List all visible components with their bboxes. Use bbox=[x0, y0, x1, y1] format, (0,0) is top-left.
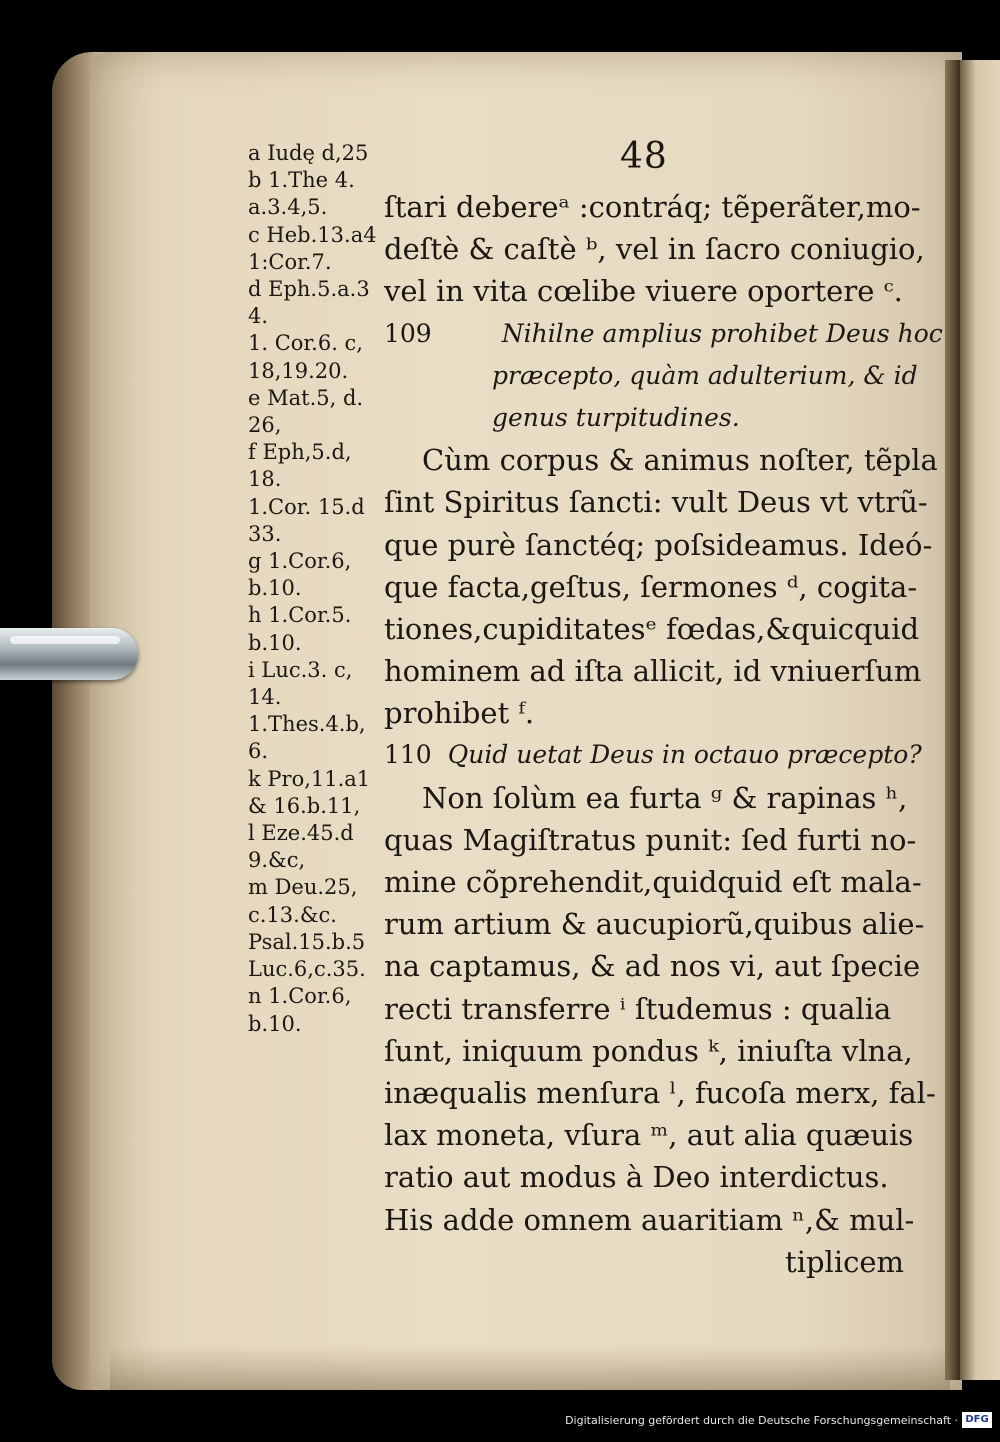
page-clip bbox=[0, 628, 138, 680]
margin-note: 4. bbox=[248, 304, 269, 329]
margin-note: 6. bbox=[248, 739, 269, 764]
margin-note: l Eze.45.d bbox=[248, 821, 354, 846]
margin-note: 18,19.20. bbox=[248, 358, 349, 383]
margin-note: 18. bbox=[248, 467, 282, 492]
question-109-line bbox=[384, 313, 943, 355]
margin-note: m Deu.25, bbox=[248, 875, 358, 900]
margin-note: & 16.b.11, bbox=[248, 793, 361, 818]
margin-note: b.10. bbox=[248, 1011, 302, 1036]
margin-note: 33. bbox=[248, 521, 282, 546]
text-line: ratio aut modus à Deo interdictus. bbox=[384, 1160, 889, 1195]
margin-note: h 1.Cor.5. bbox=[248, 603, 352, 628]
text-line: hominem ad iſta allicit, id vniuerſum bbox=[384, 654, 922, 689]
margin-note: k Pro,11.a1 bbox=[248, 766, 371, 791]
text-line: Non ſolùm ea furta ᵍ & rapinas ʰ, bbox=[422, 780, 908, 815]
margin-note: b 1.The 4. bbox=[248, 168, 355, 193]
margin-note: 14. bbox=[248, 685, 282, 710]
text-line: rum artium & aucupiorũ,quibus alie- bbox=[384, 907, 925, 942]
margin-note: n 1.Cor.6, bbox=[248, 984, 352, 1009]
margin-notes bbox=[248, 140, 383, 1038]
text-line: deſtè & caſtè ᵇ, vel in ſacro coniugio, bbox=[384, 232, 925, 267]
margin-note: 9.&c, bbox=[248, 848, 306, 873]
question-text: Quid uetat Deus in octauo præcepto? bbox=[447, 740, 922, 770]
margin-note: Psal.15.b.5 bbox=[248, 929, 366, 954]
catchword: tiplicem bbox=[785, 1244, 904, 1279]
clip-glint bbox=[10, 636, 120, 644]
text-line: prohibet ᶠ. bbox=[384, 696, 535, 731]
margin-note: a Iudę d,25 bbox=[248, 141, 369, 165]
text-line: His adde omnem auaritiam ⁿ,& mul- bbox=[384, 1202, 915, 1237]
text-line: na captamus, & ad nos vi, aut ſpecie bbox=[384, 949, 921, 984]
page-shadow bbox=[110, 1345, 950, 1390]
digitization-credit: Digitalisierung gefördert durch die Deutsche Forschungsgemeinschaft · bbox=[565, 1414, 958, 1427]
margin-note: a.3.4,5. bbox=[248, 195, 328, 220]
text-line: inæqualis menſura ˡ, fucoſa merx, fal- bbox=[384, 1075, 936, 1110]
margin-note: 1. Cor.6. c, bbox=[248, 331, 363, 356]
margin-note: d Eph.5.a.3 bbox=[248, 277, 370, 302]
margin-note: 26, bbox=[248, 413, 282, 438]
margin-note: Luc.6,c.35. bbox=[248, 957, 366, 982]
text-line: lax moneta, vſura ᵐ, aut alia quæuis bbox=[384, 1118, 914, 1153]
margin-note: 1:Cor.7. bbox=[248, 249, 332, 274]
margin-note: c Heb.13.a4 bbox=[248, 222, 377, 247]
facing-page-edge bbox=[960, 60, 1000, 1380]
text-line: ſtari debereᵃ :contráq; tẽperãter,mo- bbox=[384, 190, 921, 224]
text-line: tiones,cupiditatesᵉ fœdas,&quicquid bbox=[384, 611, 920, 646]
margin-note: i Luc.3. c, bbox=[248, 657, 353, 682]
margin-note: c.13.&c. bbox=[248, 902, 337, 927]
text-line: ſint Spiritus ſancti: vult Deus vt vtrũ- bbox=[384, 485, 928, 520]
text-line: mine cõprehendit,quidquid eſt mala- bbox=[384, 865, 922, 899]
body-text bbox=[384, 186, 943, 1283]
dfg-logo: DFG bbox=[962, 1412, 992, 1428]
question-text: Nihilne amplius prohibet Deus hoc bbox=[501, 318, 943, 348]
margin-note: g 1.Cor.6, bbox=[248, 549, 352, 574]
text-line: Cùm corpus & animus noſter, tẽpla bbox=[422, 443, 938, 478]
margin-note: e Mat.5, d. bbox=[248, 385, 364, 410]
question-110-line bbox=[384, 734, 922, 776]
margin-note: 1.Thes.4.b, bbox=[248, 712, 366, 737]
text-line: que facta,geſtus, ſermones ᵈ, cogita- bbox=[384, 569, 918, 604]
margin-note: b.10. bbox=[248, 630, 302, 655]
text-line: vel in vita cœlibe viuere oportere ᶜ. bbox=[384, 274, 903, 309]
text-line: recti transferre ⁱ ſtudemus : qualia bbox=[384, 991, 892, 1026]
question-text-line: præcepto, quàm adulterium, & id bbox=[492, 360, 918, 390]
question-number: 110 bbox=[384, 740, 432, 770]
question-number: 109 bbox=[384, 318, 432, 348]
page-number: 48 bbox=[620, 136, 668, 177]
text-line: quas Magiſtratus punit: ſed furti no- bbox=[384, 822, 917, 857]
text-line: que purè ſanctéq; poſsideamus. Ideó- bbox=[384, 527, 933, 562]
question-text-line: genus turpitudines. bbox=[492, 402, 740, 432]
margin-note: 1.Cor. 15.d bbox=[248, 494, 365, 519]
text-line: ſunt, iniquum pondus ᵏ, iniuſta vlna, bbox=[384, 1033, 913, 1068]
margin-note: b.10. bbox=[248, 576, 302, 601]
margin-note: f Eph,5.d, bbox=[248, 440, 352, 465]
